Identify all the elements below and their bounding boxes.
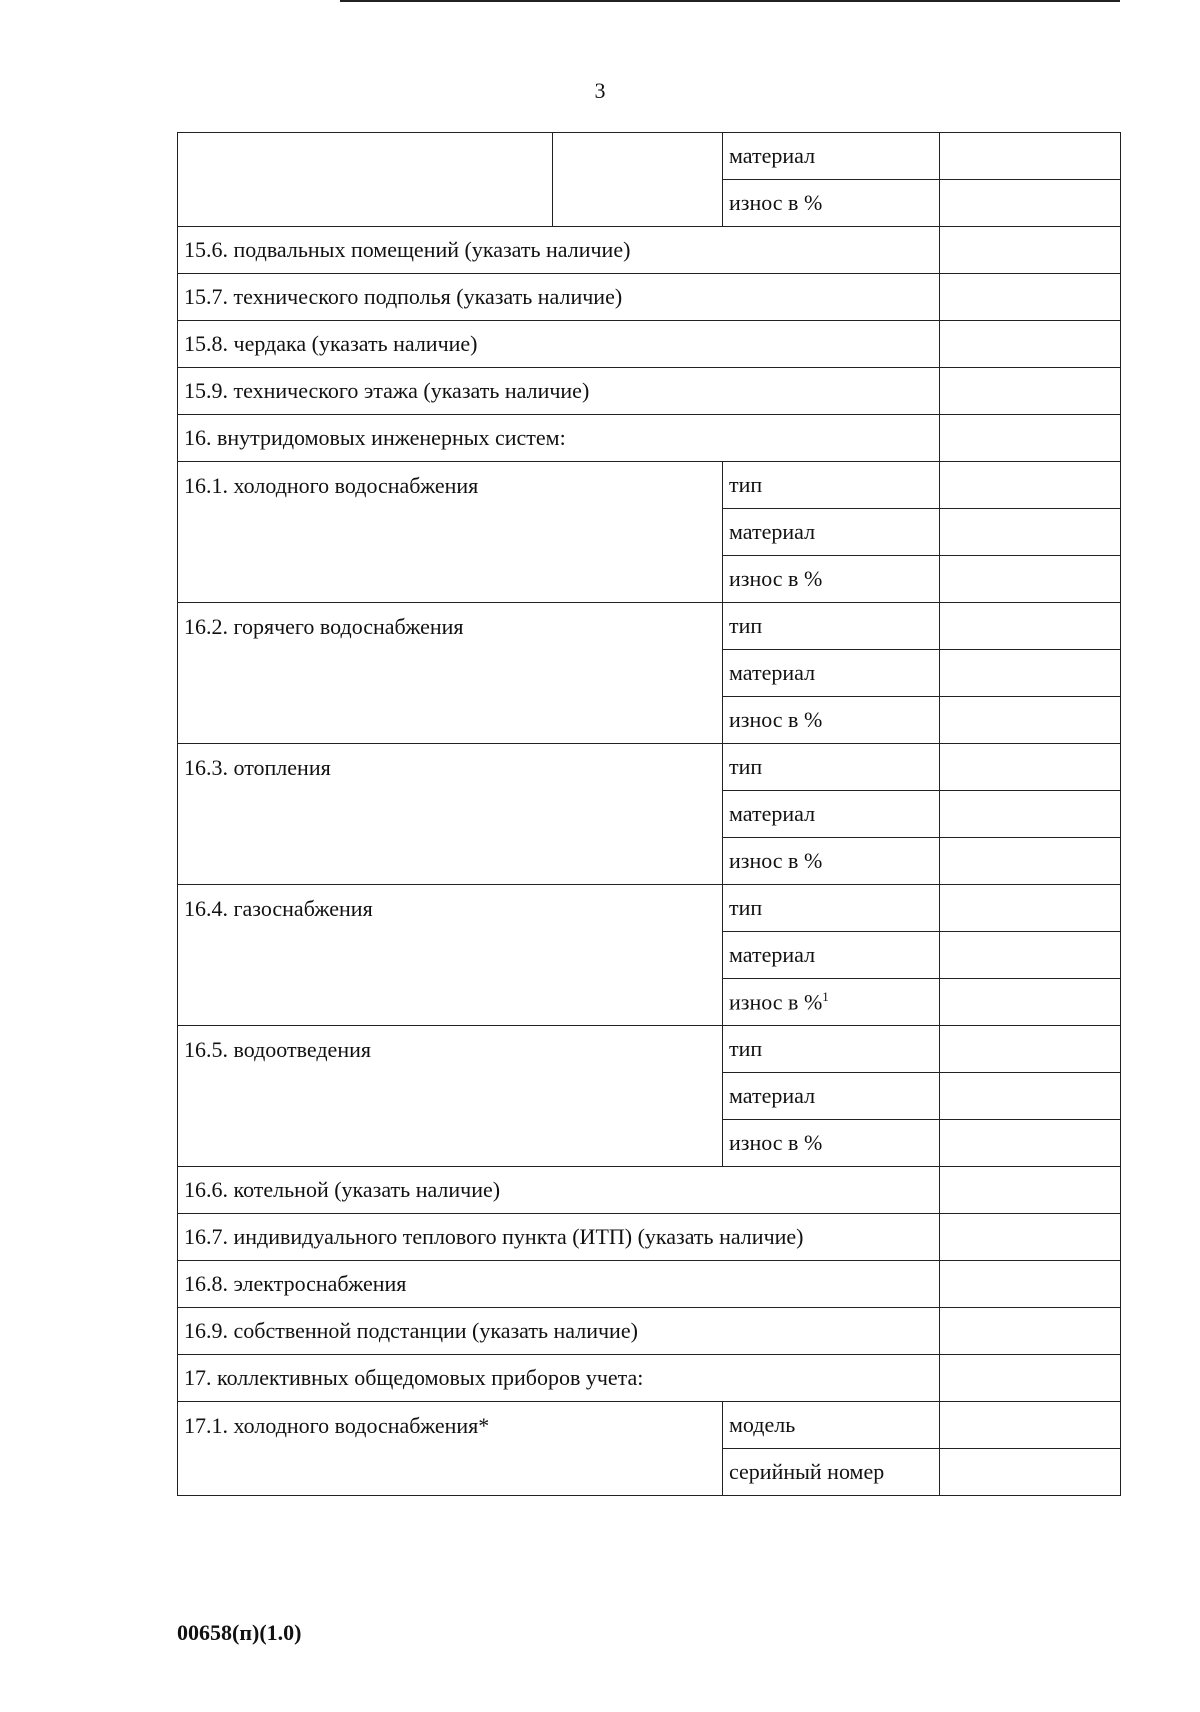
group-label: 16.5. водоотведения [178,1026,723,1167]
value-cell[interactable] [940,791,1121,838]
group-label: 16.4. газоснабжения [178,885,723,1026]
table-row [178,885,1121,932]
subrow-label [723,1449,940,1496]
subrow-label-text: тип [729,471,763,497]
subrow-label-text: износ в % [729,847,823,873]
subrow-label-text: тип [729,894,763,920]
value-cell[interactable] [940,838,1121,885]
subrow-label-text: серийный номер [729,1458,885,1484]
row-label: 16. внутридомовых инженерных систем: [178,415,940,462]
subrow-label-text: материал [729,659,816,685]
subrow-label [723,1402,940,1449]
value-cell[interactable] [940,650,1121,697]
subrow-label [723,838,940,885]
value-cell[interactable] [940,885,1121,932]
value-cell[interactable] [940,509,1121,556]
value-cell[interactable] [940,556,1121,603]
subrow-label [723,509,940,556]
value-cell[interactable] [940,1402,1121,1449]
value-cell[interactable] [940,1261,1121,1308]
table-row [178,1214,1121,1261]
table-row [178,462,1121,509]
table-row [178,1402,1121,1449]
top-rule [340,0,1120,2]
table-row [178,274,1121,321]
table-row [178,415,1121,462]
table-row [178,744,1121,791]
row-label: 16.6. котельной (указать наличие) [178,1167,940,1214]
row-label: 16.8. электроснабжения [178,1261,940,1308]
row-label: 15.6. подвальных помещений (указать наличие) [178,227,940,274]
value-cell[interactable] [940,744,1121,791]
subrow-label [723,1120,940,1167]
table-row [178,321,1121,368]
subrow-label: материал [723,133,940,180]
value-cell[interactable] [940,368,1121,415]
subrow-label-text: износ в % [729,706,823,732]
value-cell[interactable] [940,1308,1121,1355]
subrow-label [723,885,940,932]
value-cell[interactable] [940,1449,1121,1496]
footer-code: 00658(п)(1.0) [177,1620,302,1645]
row-label: 15.7. технического подполья (указать наличие) [178,274,940,321]
subrow-label-text: износ в % [729,1129,823,1155]
value-cell[interactable] [940,133,1121,180]
subrow-label-text: тип [729,753,763,779]
value-cell[interactable] [940,321,1121,368]
subrow-label-text: тип [729,612,763,638]
table-row [178,1261,1121,1308]
blank-cell [178,133,553,227]
subrow-label [723,791,940,838]
subrow-label-text: материал [729,518,816,544]
subrow-label: износ в % [723,180,940,227]
value-cell[interactable] [940,1355,1121,1402]
form-table [177,132,1121,1496]
subrow-label-text: тип [729,1035,763,1061]
table-row [178,227,1121,274]
value-cell[interactable] [940,180,1121,227]
value-cell[interactable] [940,1073,1121,1120]
row-label: 17. коллективных общедомовых приборов учета: [178,1355,940,1402]
value-cell[interactable] [940,697,1121,744]
row-label: 16.9. собственной подстанции (указать наличие) [178,1308,940,1355]
subrow-label-text: материал [729,800,816,826]
group-label: 16.3. отопления [178,744,723,885]
subrow-label [723,462,940,509]
subrow-label [723,603,940,650]
subrow-label [723,744,940,791]
row-label: 15.8. чердака (указать наличие) [178,321,940,368]
table-row [178,603,1121,650]
value-cell[interactable] [940,1214,1121,1261]
group-label: 16.1. холодного водоснабжения [178,462,723,603]
table-row [178,1167,1121,1214]
subrow-label [723,1026,940,1073]
table-row [178,368,1121,415]
value-cell[interactable] [940,1167,1121,1214]
footnote-marker: 1 [822,988,829,1004]
value-cell[interactable] [940,227,1121,274]
subrow-label [723,979,940,1026]
value-cell[interactable] [940,462,1121,509]
table-row [178,1355,1121,1402]
subrow-label-text: износ в % [729,565,823,591]
row-label: 15.9. технического этажа (указать наличие) [178,368,940,415]
subrow-label-text: материал [729,941,816,967]
subrow-label [723,932,940,979]
subrow-label [723,1073,940,1120]
blank-cell [553,133,723,227]
row-label: 16.7. индивидуального теплового пункта (ИТП) (указать наличие) [178,1214,940,1261]
subrow-label-text: материал [729,1082,816,1108]
table-row [178,1308,1121,1355]
group-label: 16.2. горячего водоснабжения [178,603,723,744]
subrow-label-text: модель [729,1411,796,1437]
group-label: 17.1. холодного водоснабжения* [178,1402,723,1496]
value-cell[interactable] [940,932,1121,979]
value-cell[interactable] [940,274,1121,321]
page-number: 3 [594,78,606,103]
subrow-label-text: износ в % [729,989,823,1015]
table-row [178,1026,1121,1073]
value-cell[interactable] [940,1120,1121,1167]
form-table-body [178,133,1121,1496]
table-row [178,133,1121,180]
subrow-label [723,650,940,697]
value-cell[interactable] [940,603,1121,650]
value-cell[interactable] [940,979,1121,1026]
value-cell[interactable] [940,1026,1121,1073]
subrow-label [723,556,940,603]
subrow-label [723,697,940,744]
value-cell[interactable] [940,415,1121,462]
